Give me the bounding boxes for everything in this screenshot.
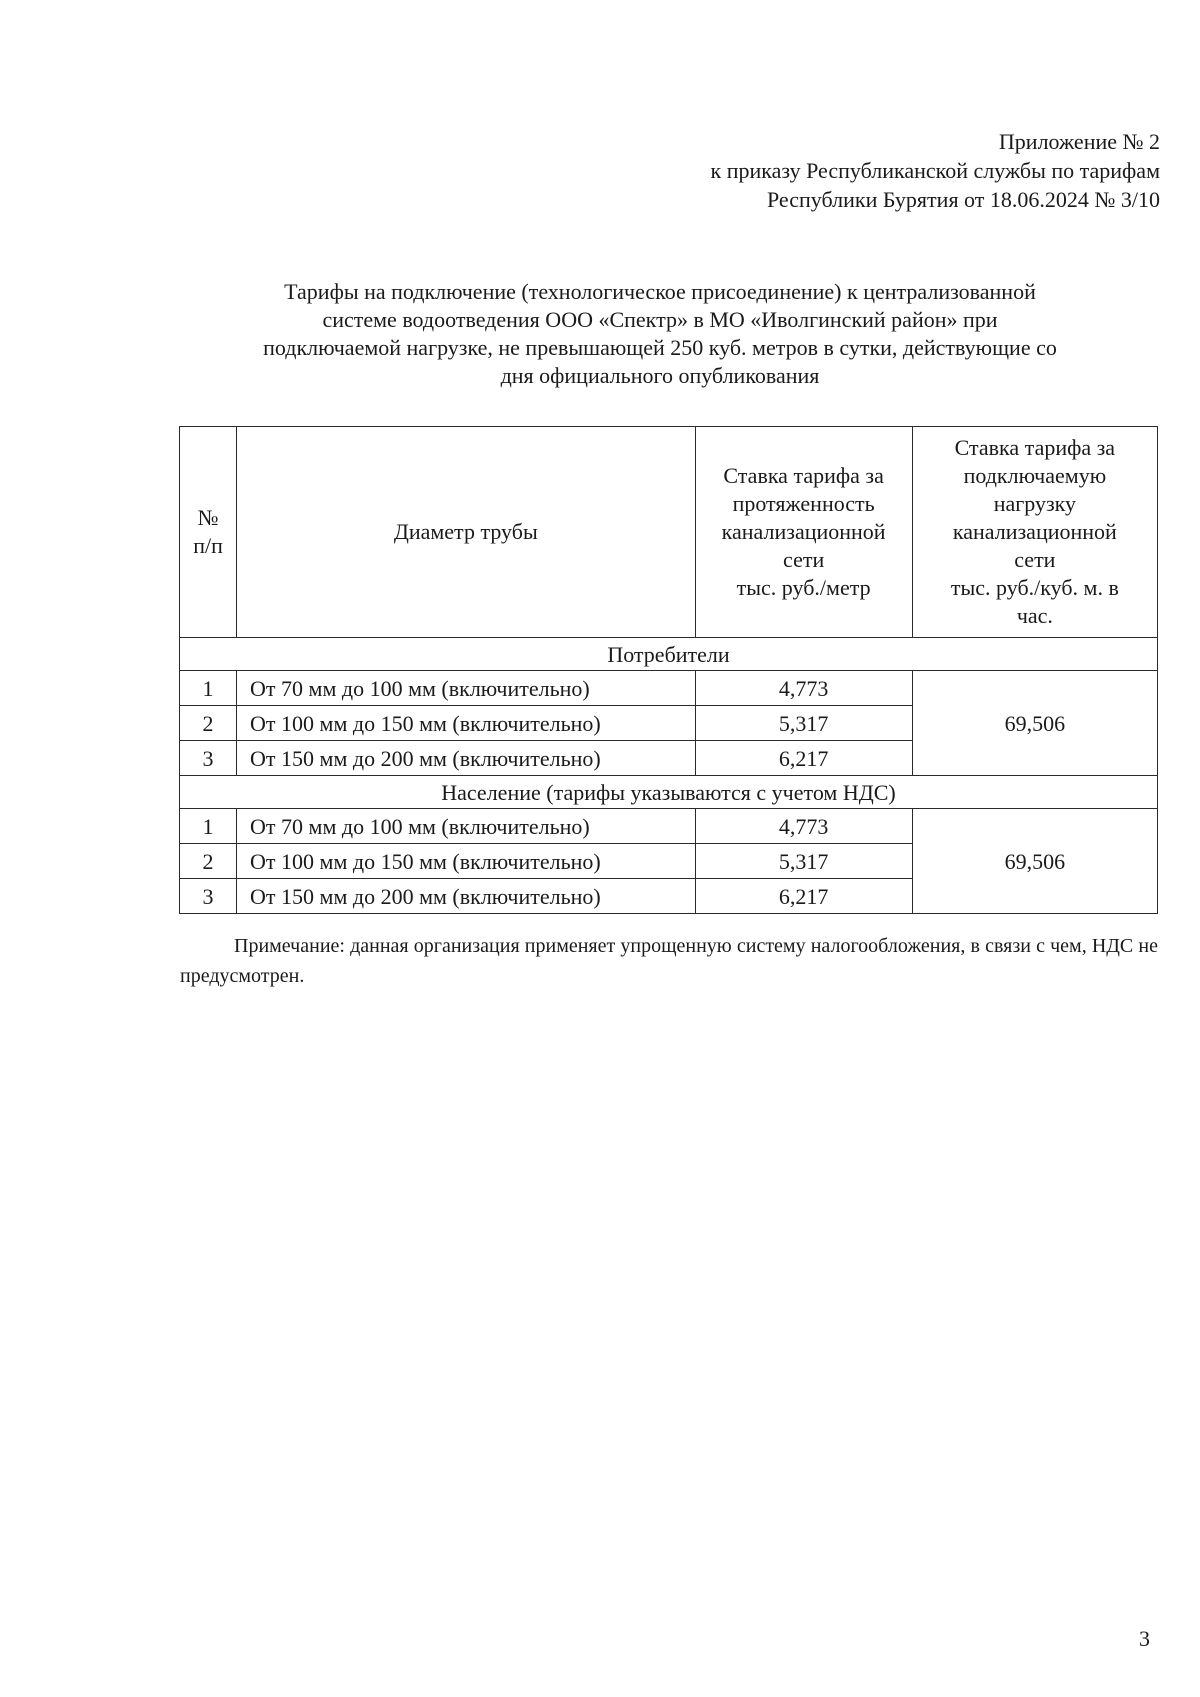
row-length-rate: 5,317 [695,844,912,879]
appendix-reference [711,127,1160,214]
row-length-rate: 5,317 [695,706,912,741]
header-load-rate-line: сети [1014,547,1056,572]
row-number: 1 [180,671,237,706]
row-length-rate: 6,217 [695,879,912,914]
row-number: 1 [180,809,237,844]
header-number [180,427,237,638]
header-number-symbol: № [197,505,219,530]
tariff-table [179,426,1158,914]
header-diameter: Диаметр трубы [237,427,695,638]
row-number: 3 [180,879,237,914]
row-diameter: От 70 мм до 100 мм (включительно) [237,671,695,706]
row-length-rate: 6,217 [695,741,912,776]
row-diameter: От 100 мм до 150 мм (включительно) [237,844,695,879]
header-load-rate-line: подключаемую [963,463,1107,488]
load-rate-value: 69,506 [912,671,1157,776]
title-line-2: системе водоотведения ООО «Спектр» в МО «Иволгинский район» при [322,307,998,332]
section-title: Население (тарифы указываются с учетом НДС) [180,776,1158,809]
document-title [180,278,1140,390]
load-rate-value: 69,506 [912,809,1157,914]
header-length-rate-line: протяженность [732,491,875,516]
appendix-number: Приложение № 2 [998,129,1160,154]
table-header-row [180,427,1158,638]
table-row [180,809,1158,844]
row-diameter: От 100 мм до 150 мм (включительно) [237,706,695,741]
row-number: 2 [180,706,237,741]
row-diameter: От 150 мм до 200 мм (включительно) [237,741,695,776]
title-line-3: подключаемой нагрузке, не превышающей 250 куб. метров в сутки, действующие со [263,335,1057,360]
header-number-abbr: п/п [193,533,223,558]
header-length-rate-line: канализационной [721,519,886,544]
title-line-4: дня официального опубликования [500,363,820,388]
tax-note: Примечание: данная организация применяет упрощенную систему налогообложения, в связи с чем, НДС не предусмотрен. [180,935,1158,987]
header-length-rate [695,427,912,638]
appendix-order-line: к приказу Республиканской службы по тарифам [710,158,1160,183]
header-length-rate-line: Ставка тарифа за [723,463,884,488]
header-load-rate-line: час. [1016,603,1053,628]
table-row [180,671,1158,706]
title-line-1: Тарифы на подключение (технологическое присоединение) к централизованной [284,279,1036,304]
header-load-rate-line: Ставка тарифа за [954,435,1116,460]
header-load-rate-line: тыс. руб./куб. м. в [950,575,1119,600]
header-length-rate-line: сети [783,547,825,572]
header-length-rate-line: тыс. руб./метр [736,575,871,600]
row-number: 2 [180,844,237,879]
header-load-rate-line: нагрузку [993,491,1077,516]
row-diameter: От 70 мм до 100 мм (включительно) [237,809,695,844]
header-load-rate-line: канализационной [952,519,1117,544]
page-number: 3 [1139,1626,1150,1651]
appendix-order-date: Республики Бурятия от 18.06.2024 № 3/10 [766,187,1160,212]
row-number: 3 [180,741,237,776]
section-title: Потребители [180,638,1158,671]
header-load-rate [912,427,1157,638]
section-row-population [180,776,1158,809]
section-row-consumers [180,638,1158,671]
row-diameter: От 150 мм до 200 мм (включительно) [237,879,695,914]
row-length-rate: 4,773 [695,671,912,706]
row-length-rate: 4,773 [695,809,912,844]
